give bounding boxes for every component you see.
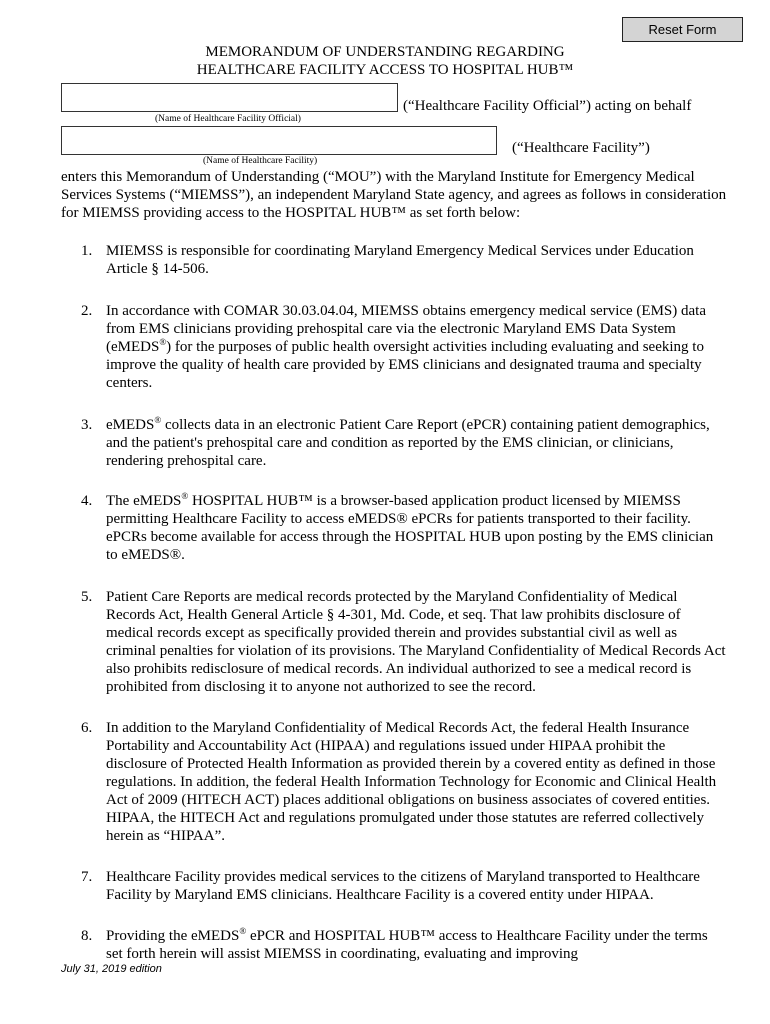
registered-mark: ® (239, 926, 247, 936)
title-line-2: HEALTHCARE FACILITY ACCESS TO HOSPITAL HUB™ (196, 62, 574, 78)
registered-mark: ® (159, 337, 167, 347)
intro-paragraph: enters this Memorandum of Understanding (“MOU”) with the Maryland Institute for Emergency Medical Services Systems (“MIEMSS”), an independent Maryland State agency, and agrees as follows in consideration for MIEMSS providing access to the HOSPITAL HUB™ as set forth below: (61, 169, 727, 221)
item-text: Patient Care Reports are medical records protected by the Maryland Confidentiality of Medical Records Act, Health General Article § 4-301, Md. Code, et seq. That law prohibits disclosure of medical records except as specifically provided therein and provides substantial civil as well as criminal penalties for violation of its provisions. The Maryland Confidentiality of Medical Records Act also prohibits redisclosure of medical records. An individual authorized to see a medical record is prohibited from disclosing it to anyone not authorized to see the record. (106, 589, 726, 695)
facility-name-caption: (Name of Healthcare Facility) (203, 156, 318, 166)
item-text: MIEMSS is responsible for coordinating Maryland Emergency Medical Services under Education Article § 14-506. (106, 243, 694, 277)
item-text: In accordance with COMAR 30.03.04.04, MIEMSS obtains emergency medical service (EMS) data from EMS clinicians providing prehospital care via the electronic Maryland EMS Data System (eMEDS®) for the purposes of public health oversight activities including evaluating and seeking to improve the quality of health care provided by EMS clinicians and designated trauma and specialty centers. (106, 303, 706, 391)
edition-footer: July 31, 2019 edition (61, 963, 162, 975)
list-item (0, 868, 726, 904)
reset-form-button[interactable]: Reset Form (622, 17, 743, 42)
item-number: 7. (81, 869, 93, 885)
item-text: eMEDS® collects data in an electronic Patient Care Report (ePCR) containing patient demographics, and the patient's prehospital care and condition as reported by the EMS clinician, or clinicians, rendering prehospital care. (106, 415, 710, 469)
list-item (0, 242, 726, 278)
title-line-1: MEMORANDUM OF UNDERSTANDING REGARDING (205, 44, 565, 60)
facility-name-input[interactable] (61, 126, 497, 155)
list-item (0, 927, 726, 963)
item-text: In addition to the Maryland Confidentiality of Medical Records Act, the federal Health Insurance Portability and Accountability Act (HIPAA) and regulations issued under HIPAA prohibit the disclosure of Protected Health Information as provided therein by a covered entity as defined in those regulations. In addition, the federal Health Information Technology for Economic and Clinical Health Act of 2009 (HITECH ACT) places additional obligations on business associates of covered entities. HIPAA, the HITECH Act and regulations promulgated under those statutes are referred collectively herein as “HIPAA”. (106, 720, 717, 844)
item-number: 4. (81, 493, 93, 509)
official-suffix-text: (“Healthcare Facility Official”) acting on behalf (403, 98, 692, 114)
item-text: Providing the eMEDS® ePCR and HOSPITAL HUB™ access to Healthcare Facility under the terms set forth herein will assist MIEMSS in coordinating, evaluating and improving (106, 926, 708, 962)
item-number: 3. (81, 417, 93, 433)
item-number: 5. (81, 589, 93, 605)
facility-suffix-text: (“Healthcare Facility”) (512, 140, 650, 156)
list-item (0, 719, 726, 845)
numbered-list (0, 240, 770, 963)
item-text: The eMEDS® HOSPITAL HUB™ is a browser-based application product licensed by MIEMSS permitting Healthcare Facility to access eMEDS® ePCRs for patients transported to their facility. ePCRs become available for access through the HOSPITAL HUB upon posting by the EMS clinician to eMEDS®. (106, 491, 714, 563)
list-item (0, 588, 726, 696)
item-text: Healthcare Facility provides medical services to the citizens of Maryland transported to Healthcare Facility by Maryland EMS clinicians. Healthcare Facility is a covered entity under HIPAA. (106, 869, 700, 903)
list-item (0, 416, 726, 470)
registered-mark: ® (181, 491, 189, 501)
registered-mark: ® (154, 415, 162, 425)
list-item (0, 492, 726, 564)
item-number: 8. (81, 928, 93, 944)
official-name-input[interactable] (61, 83, 398, 112)
item-number: 6. (81, 720, 93, 736)
item-number: 2. (81, 303, 93, 319)
official-name-caption: (Name of Healthcare Facility Official) (155, 114, 301, 124)
list-item (0, 302, 726, 392)
item-number: 1. (81, 243, 93, 259)
